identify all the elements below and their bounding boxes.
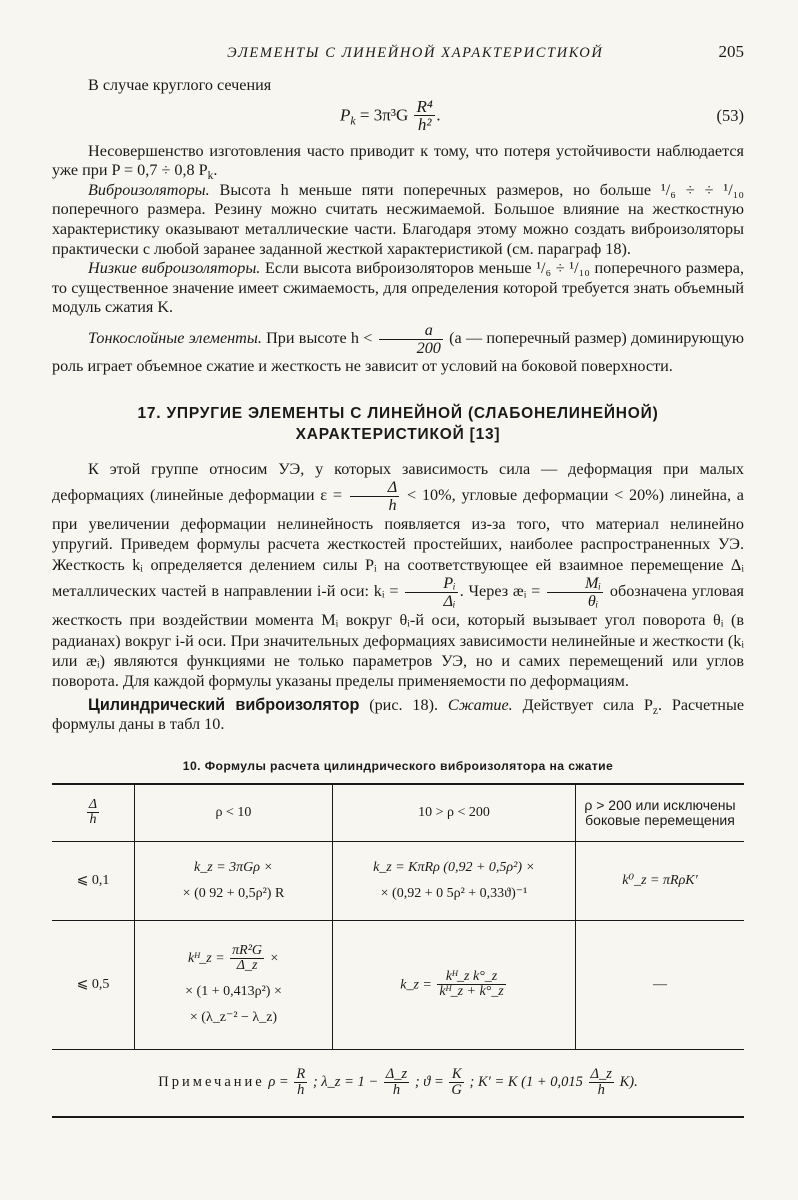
table-header-row <box>52 784 744 842</box>
header-rho-10-200: 10 > ρ < 200 <box>333 784 576 842</box>
running-head <box>52 42 744 76</box>
page-number: 205 <box>718 42 744 61</box>
formula-53 <box>52 92 744 138</box>
paragraph-thin-layer: Тонкослойные элементы. При высоте h < $\frac{a}{200}$ (a — поперечный размер) доминирующую роль играет объемное сжатие и жесткость не зависит от условий на боковой поверхности. <box>52 320 745 375</box>
running-title: ЭЛЕМЕНТЫ С ЛИНЕЙНОЙ ХАРАКТЕРИСТИКОЙ <box>227 45 604 61</box>
paragraph-group-definition: К этой группе относим УЭ, у которых зависимость сила — деформация при малых деформациях (линейные деформации ε = $\frac{\Delta}{h}$ < 10%, угловые деформации < 20%) линейна, а при увеличении деформации нелинейность появляется из-за того, что материал нелинейно упругий. Приведем формулы расчета жесткостей простейших, наиболее распространенных УЭ. Жесткость kᵢ определяется делением силы Pᵢ на соответствующее ей взаимное перемещение Δᵢ металлических частей в направлении i-й оси: kᵢ = $\frac{\text{Pᵢ}}{\text{Δᵢ}}$ . Через æᵢ = $\frac{\text{Mᵢ}}{\text{θᵢ}}$ обозначена угловая жесткость при воздействии момента Mᵢ вокруг θᵢ-й оси, который вызывает угол поворота θᵢ (в радианах) вокруг i-й оси. При значительных деформациях зависимости нелинейные и жесткости (kᵢ или æᵢ) являются функциями не только параметров УЭ, но и самих перемещений или углов поворота. Для каждой формулы указаны пределы применяемости по деформациям. <box>52 459 744 691</box>
table-row <box>52 841 744 920</box>
strain-fraction: $\frac{\Delta}{h}$ <box>350 479 400 514</box>
header-ratio: $\frac{\Delta}{h}$ <box>52 784 135 842</box>
stiffness-fraction: $\frac{\text{Pᵢ}}{\text{Δᵢ}}$ <box>405 575 457 610</box>
formula-53-expression: $P_k = 3\pi^3G$ $\frac{\text{R⁴}}{\text{h²}}$ . <box>340 96 442 135</box>
paragraph-cylindrical-isolator: Цилиндрический виброизолятор (рис. 18). Сжатие. Действует сила $P_z$. Расчетные формулы даны в табл 10. <box>52 695 744 734</box>
header-rho-gt-200: ρ > 200 или исключены боковые перемещения <box>576 784 745 842</box>
round-section-text: В случае круглого сечения <box>88 76 272 94</box>
cell-formula: k⁰_z = πRρK′ <box>576 841 745 920</box>
formula-table <box>52 783 744 1118</box>
cell-formula: kᴴ_z = $\frac{\text{πR²G}}{\Delta\_z}$ × × (1 + 0,413ρ²) × × (λ_z⁻² − λ_z) <box>135 920 333 1049</box>
table-note: Примечание ρ = $\frac{R}{h}$ ; λ_z = 1 − $\frac{\Delta\_z}{h}$ ; ϑ = $\frac{K}{G}$ ; K′ = K (1 + 0,015 $\frac{\Delta\_z}{h}$ K). <box>52 1049 744 1117</box>
angular-stiffness-fraction: $\frac{\text{Mᵢ}}{\text{θᵢ}}$ <box>547 575 603 610</box>
paragraph-vibration-isolators: Виброизоляторы. Высота h меньше пяти поперечных размеров, но больше ¹/₆ ÷ ÷ ¹/₁₀ поперечного размера. Резину можно считать несжимаемой. Большое влияние на жесткостную характеристику оказывают металлические части. Благодаря этому можно создать виброизоляторы практически с любой заранее заданной жесткой характеристикой (см. параграф 18). <box>52 180 744 258</box>
row-condition: ⩽ 0,5 <box>52 920 135 1049</box>
equation-number: (53) <box>716 105 744 125</box>
cell-formula: k_z = 3πGρ × × (0 92 + 0,5ρ²) R <box>135 841 333 920</box>
cell-formula: — <box>576 920 745 1049</box>
section-heading: 17. УПРУГИЕ ЭЛЕМЕНТЫ С ЛИНЕЙНОЙ (СЛАБОНЕЛИНЕЙНОЙ) ХАРАКТЕРИСТИКОЙ [13] <box>137 404 659 443</box>
cell-formula: k_z = $\frac{\text{kᴴ\_z k°\_z}}{\text{kᴴ\_z + k°\_z}}$ <box>333 920 576 1049</box>
book-page <box>52 42 744 1118</box>
table-row <box>52 920 744 1049</box>
table-note-row <box>52 1049 744 1117</box>
formula-53-fraction: $\frac{\text{R⁴}}{\text{h²}}$ <box>416 96 433 135</box>
paragraph-low-isolators: Низкие виброизоляторы. Если высота виброизоляторов меньше ¹/₆ ÷ ¹/₁₀ поперечного размера, то существенное значение имеет сжимаемость, для определения которой требуется знать объемный модуль сжатия K. <box>52 259 744 317</box>
thin-layer-fraction: $\frac{a}{200}$ <box>379 322 443 357</box>
header-rho-lt-10: ρ < 10 <box>135 784 333 842</box>
cell-formula: k_z = KπRρ (0,92 + 0,5ρ²) × × (0,92 + 0 5ρ² + 0,33ϑ)⁻¹ <box>333 841 576 920</box>
table-caption: 10. Формулы расчета цилиндрического виброизолятора на сжатие <box>182 758 614 773</box>
row-condition: ⩽ 0,1 <box>52 841 135 920</box>
paragraph-imperfection: Несовершенство изготовления часто приводит к тому, что потеря устойчивости наблюдается уже при P = 0,7 ÷ 0,8 $P_k$. <box>52 141 744 183</box>
